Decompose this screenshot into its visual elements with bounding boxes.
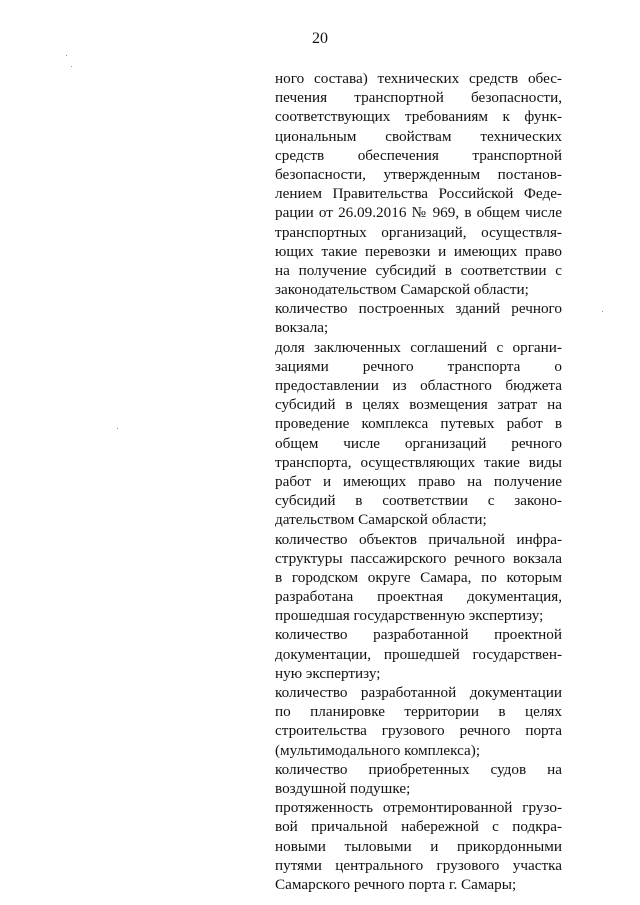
- text-line-14: вокзала;: [275, 319, 329, 337]
- text-line-43: Самарского речного порта г. Самары;: [275, 875, 517, 893]
- text-line-41: новыми тыловыми и прикордонными: [275, 837, 562, 855]
- text-line-40: вой причальной набережной с подкра-: [275, 818, 562, 836]
- text-line-39: протяженность отремонтированной грузо-: [275, 799, 562, 817]
- text-line-7: лением Правительства Российской Феде-: [275, 185, 562, 203]
- text-line-34: по планировке территории в целях: [275, 703, 562, 721]
- text-line-9: транспортных организаций, осуществля-: [275, 223, 562, 241]
- text-line-8: рации от 26.09.2016 № 969, в общем числе: [275, 204, 562, 222]
- scan-speck: [71, 66, 72, 67]
- text-line-3: соответствующих требованиям к функ-: [275, 108, 562, 126]
- text-line-30: количество разработанной проектной: [275, 626, 562, 644]
- text-line-5: средств обеспечения транспортной: [275, 146, 562, 164]
- page-number: 20: [312, 30, 328, 47]
- text-line-17: предоставлении из областного бюджета: [275, 377, 562, 394]
- text-line-1: ного состава) технических средств обес-: [275, 70, 562, 87]
- text-line-35: строительства грузового речного порта: [275, 722, 562, 740]
- text-line-13: количество построенных зданий речного: [275, 300, 562, 318]
- text-line-20: общем числе организаций речного: [275, 434, 562, 452]
- text-line-10: ющих такие перевозки и имеющих право: [275, 242, 562, 260]
- text-line-42: путями центрального грузового участка: [275, 856, 562, 874]
- text-line-4: циональным свойствам технических: [275, 127, 562, 145]
- text-line-12: законодательством Самарской области;: [275, 281, 529, 299]
- text-line-15: доля заключенных соглашений с органи-: [275, 338, 562, 356]
- text-line-25: количество объектов причальной инфра-: [275, 530, 562, 548]
- text-line-18: субсидий в целях возмещения затрат на: [275, 396, 562, 414]
- text-line-6: безопасности, утвержденным постанов-: [275, 165, 562, 183]
- text-line-22: работ и имеющих право на получение: [275, 472, 562, 490]
- text-line-37: количество приобретенных судов на: [275, 760, 562, 778]
- text-line-33: количество разработанной документации: [275, 684, 562, 701]
- text-line-11: на получение субсидий в соответствии с: [275, 261, 562, 279]
- text-line-16: зациями речного транспорта о: [275, 357, 562, 375]
- text-line-31: документации, прошедшей государствен-: [275, 645, 562, 663]
- text-column: [275, 69, 562, 894]
- scan-speck: [602, 311, 603, 312]
- text-line-36: (мультимодального комплекса);: [275, 741, 481, 759]
- text-line-38: воздушной подушке;: [275, 779, 411, 797]
- text-line-26: структуры пассажирского речного вокзала: [275, 549, 562, 567]
- text-line-27: в городском округе Самара, по которым: [275, 568, 562, 586]
- scan-speck: [66, 55, 67, 56]
- text-line-28: разработана проектная документация,: [275, 588, 562, 606]
- text-line-23: субсидий в соответствии с законо-: [275, 492, 562, 510]
- scan-speck: [117, 428, 118, 429]
- text-line-21: транспорта, осуществляющих такие виды: [275, 453, 562, 471]
- text-line-24: дательством Самарской области;: [275, 511, 487, 529]
- text-line-19: проведение комплекса путевых работ в: [275, 415, 562, 433]
- text-line-29: прошедшая государственную экспертизу;: [275, 607, 544, 625]
- text-line-32: ную экспертизу;: [275, 664, 381, 682]
- text-line-2: печения транспортной безопасности,: [275, 89, 562, 107]
